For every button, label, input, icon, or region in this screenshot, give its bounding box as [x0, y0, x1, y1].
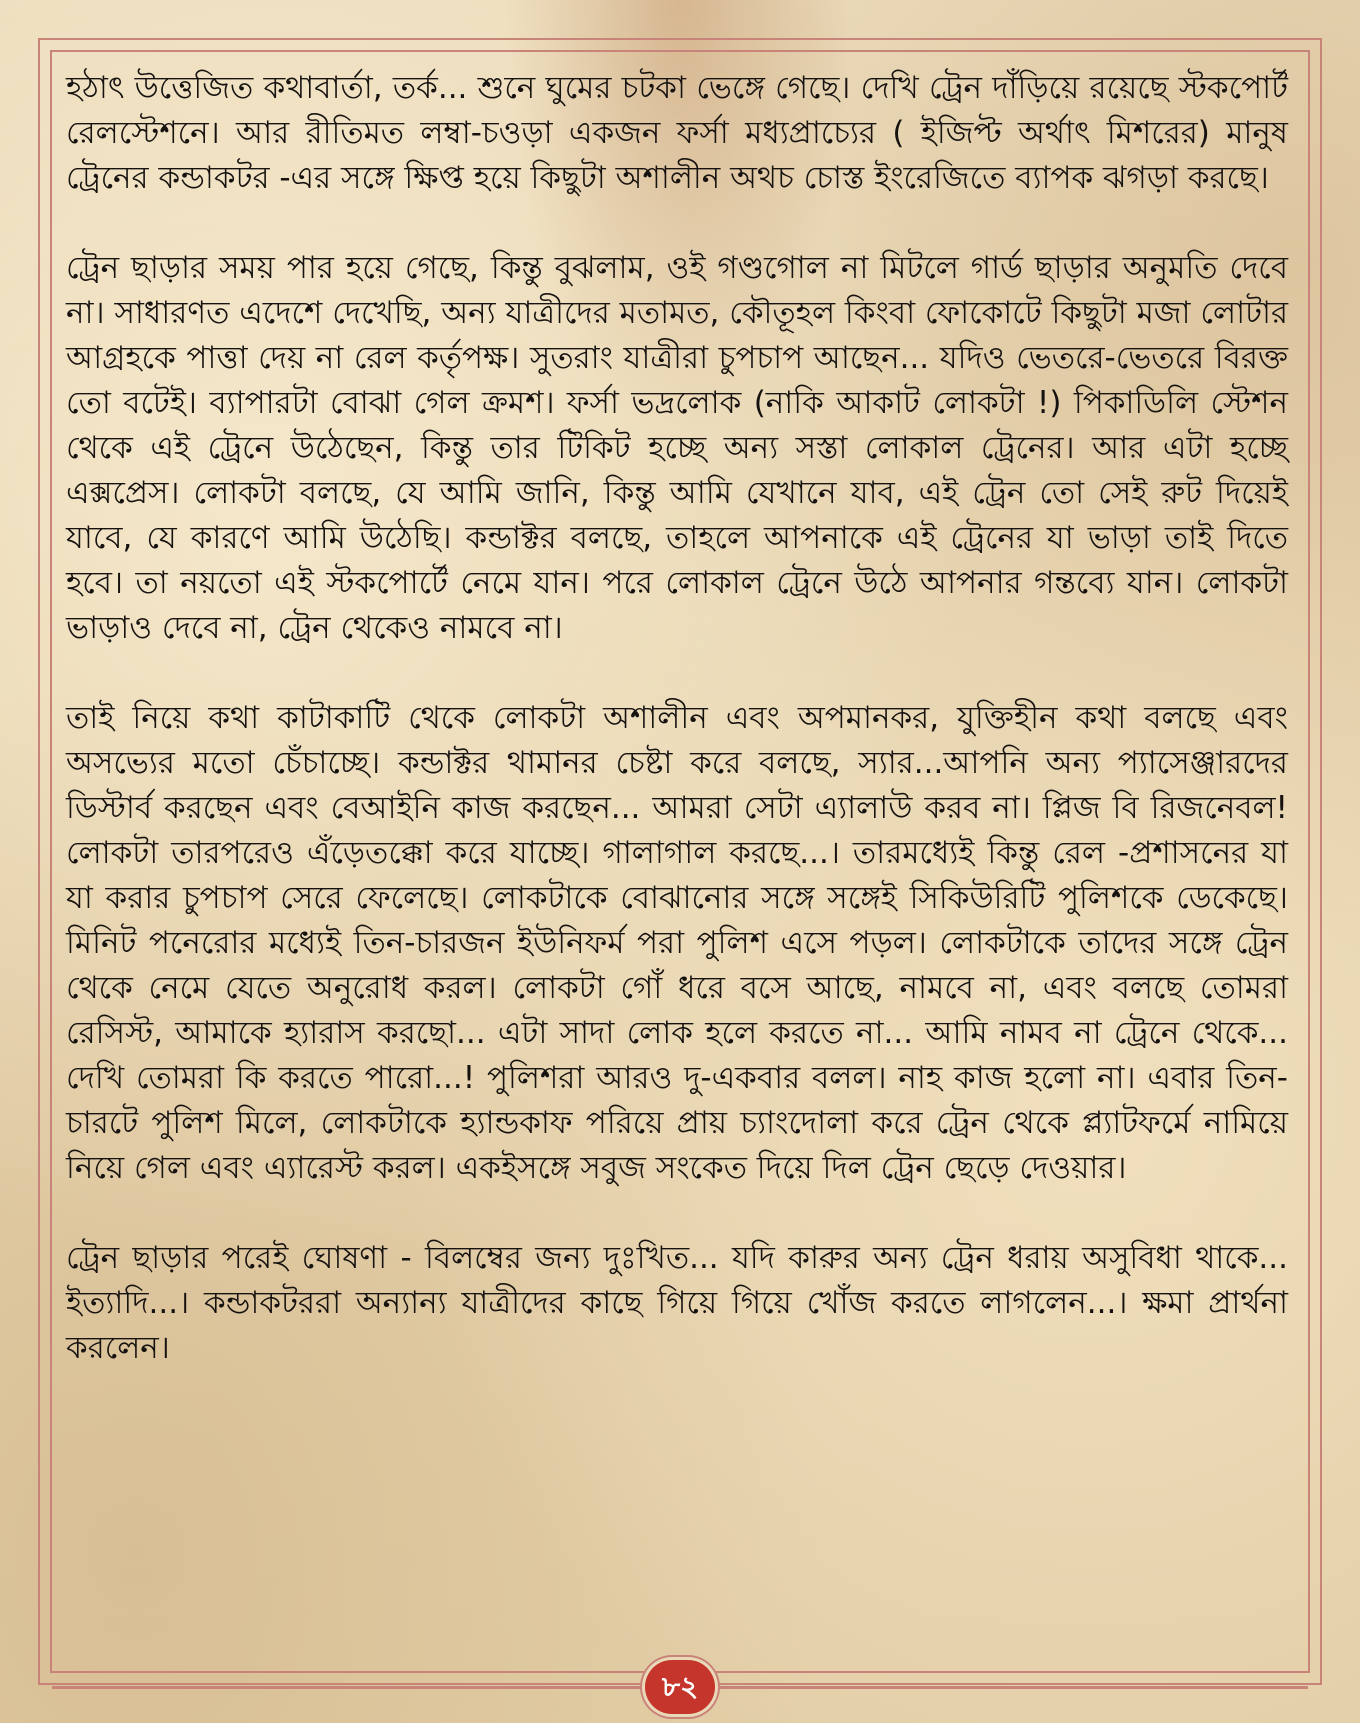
paragraph-2: ট্রেন ছাড়ার সময় পার হয়ে গেছে, কিন্তু বুঝলাম, ওই গণ্ডগোল না মিটলে গার্ড ছাড়ার অনুমতি দেবে না। সাধারণত এদেশে দেখেছি, অন্য যাত্রীদের মতামত, কৌতূহল কিংবা ফোকোটে কিছুটা মজা লোটার আগ্রহকে পাত্তা দেয় না রেল কর্তৃপক্ষ। সুতরাং যাত্রীরা চুপচাপ আছেন... যদিও ভেতরে-ভেতরে বিরক্ত তো বটেই। ব্যাপারটা বোঝা গেল ক্রমশ। ফর্সা ভদ্রলোক (নাকি আকাট লোকটা !) পিকাডিলি স্টেশন থেকে এই ট্রেনে উঠেছেন, কিন্তু তার টিকিট হচ্ছে অন্য সস্তা লোকাল ট্রেনের। আর এটা হচ্ছে এক্সপ্রেস। লোকটা বলছে, যে আমি জানি, কিন্তু আমি যেখানে যাব, এই ট্রেন তো সেই রুট দিয়েই যাবে, যে কারণে আমি উঠেছি। কন্ডাক্টর বলছে, তাহলে আপনাকে এই ট্রেনের যা ভাড়া তাই দিতে হবে। তা নয়তো এই স্টকপোর্টে নেমে যান। পরে লোকাল ট্রেনে উঠে আপনার গন্তব্যে যান। লোকটা ভাড়াও দেবে না, ট্রেন থেকেও নামবে না।: [66, 250, 1288, 646]
paragraph-3: তাই নিয়ে কথা কাটাকাটি থেকে লোকটা অশালীন এবং অপমানকর, যুক্তিহীন কথা বলছে এবং অসভ্যের মতো চেঁচাচ্ছে। কন্ডাক্টর থামানর চেষ্টা করে বলছে, স্যার...আপনি অন্য প্যাসেঞ্জারদের ডিস্টার্ব করছেন এবং বেআইনি কাজ করছেন... আমরা সেটা এ্যালাউ করব না। প্লিজ বি রিজনেবল! লোকটা তারপরেও এঁড়েতক্কো করে যাচ্ছে। গালাগাল করছে...। তারমধ্যেই কিন্তু রেল -প্রশাসনের যা যা করার চুপচাপ সেরে ফেলেছে। লোকটাকে বোঝানোর সঙ্গে সঙ্গেই সিকিউরিটি পুলিশকে ডেকেছে। মিনিট পনেরোর মধ্যেই তিন-চারজন ইউনিফর্ম পরা পুলিশ এসে পড়ল। লোকটাকে তাদের সঙ্গে ট্রেন থেকে নেমে যেতে অনুরোধ করল। লোকটা গোঁ ধরে বসে আছে, নামবে না, এবং বলছে তোমরা রেসিস্ট, আমাকে হ্যারাস করছো... এটা সাদা লোক হলে করতে না... আমি নামব না ট্রেনে থেকে... দেখি তোমরা কি করতে পারো...! পুলিশরা আরও দু-একবার বলল। নাহ কাজ হলো না। এবার তিন-চারটে পুলিশ মিলে, লোকটাকে হ্যান্ডকাফ পরিয়ে প্রায় চ্যাংদোলা করে ট্রেন থেকে প্ল্যাটফর্মে নামিয়ে নিয়ে গেল এবং এ্যারেস্ট করল। একইসঙ্গে সবুজ সংকেত দিয়ে দিল ট্রেন ছেড়ে দেওয়ার।: [66, 700, 1288, 1186]
footer-divider-left: [52, 1686, 642, 1689]
paragraph-1: হঠাৎ উত্তেজিত কথাবার্তা, তর্ক... শুনে ঘুমের চটকা ভেঙ্গে গেছে। দেখি ট্রেন দাঁড়িয়ে রয়েছে স্টকপোর্ট রেলস্টেশনে। আর রীতিমত লম্বা-চওড়া একজন ফর্সা মধ্যপ্রাচ্যের ( ইজিপ্ট অর্থাৎ মিশরের) মানুষ ট্রেনের কন্ডাকটর -এর সঙ্গে ক্ষিপ্ত হয়ে কিছুটা অশালীন অথচ চোস্ত ইংরেজিতে ব্যাপক ঝগড়া করছে।: [66, 70, 1288, 196]
paragraph-4: ট্রেন ছাড়ার পরেই ঘোষণা - বিলম্বের জন্য দুঃখিত... যদি কারুর অন্য ট্রেন ধরায় অসুবিধা থাকে... ইত্যাদি...। কন্ডাকটররা অন্যান্য যাত্রীদের কাছে গিয়ে গিয়ে খোঁজ করতে লাগলেন...। ক্ষমা প্রার্থনা করলেন।: [66, 1240, 1288, 1366]
page-number-badge: ৮২: [645, 1660, 715, 1714]
footer-divider-right: [718, 1686, 1308, 1689]
page-body: [66, 66, 1288, 1416]
